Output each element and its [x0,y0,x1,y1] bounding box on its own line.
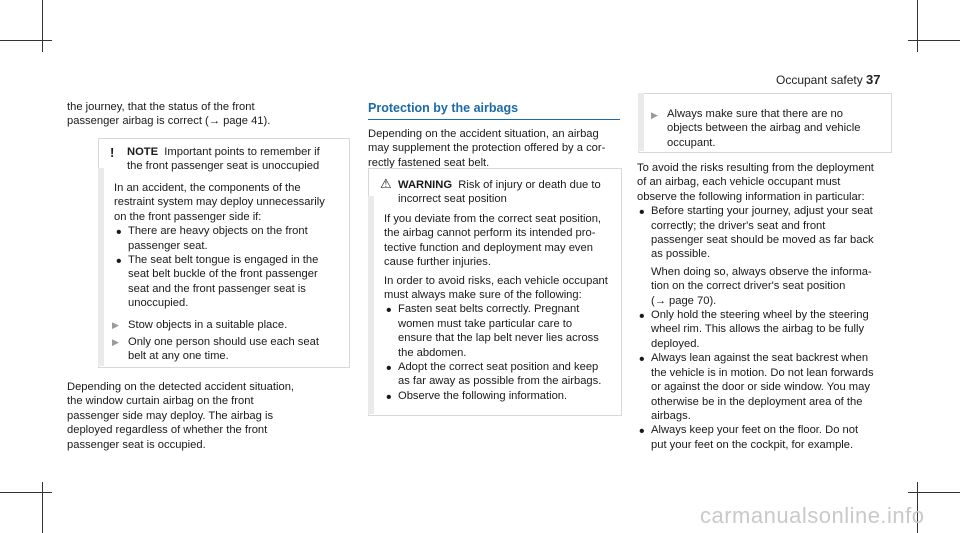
list-item [637,308,902,351]
text-line: • Always lean against the seat backrest when [651,352,869,365]
list-item [384,302,618,360]
text-line: In order to avoid risks, each vehicle occupant [384,274,608,287]
warning-sidebar [368,196,374,414]
text-line: • Before starting your journey, adjust your seat [651,205,873,218]
text-line: on the front passenger side if: [114,210,262,223]
list-item [384,360,618,389]
text-line: passenger seat should be moved as far back [651,234,874,247]
text-line: as far away as possible from the airbags. [398,375,602,388]
play-arrow-icon: ▶ [651,110,658,120]
text-line: Depending on the accident situation, an airbag [368,128,599,140]
text-line: • There are heavy objects on the front [128,225,308,238]
text-line: (→ page 70). [651,294,717,307]
list-item-continuation [637,265,902,308]
crop-mark [917,0,918,52]
text-line: observe the following information in particular: [637,190,865,203]
text-line: as possible. [651,248,711,261]
title-rule [368,119,620,120]
text-line: Always make sure that there are no [667,108,843,120]
text-line: or against the door or side window. You may [651,381,870,394]
text-line: cause further injuries. [384,256,491,269]
text-line: passenger side may deploy. The airbag is [67,409,274,422]
warning-heading [398,178,618,207]
exclamation-icon: ! [110,145,115,160]
col1-after [67,380,352,452]
text-line: • Fasten seat belts correctly. Pregnant [398,303,580,316]
text-line: the front passenger seat is unoccupied [127,160,320,173]
text-line: tective function and deployment may even [384,241,593,254]
note-step [128,335,346,364]
text-line: the window curtain airbag on the front [67,395,254,408]
text-line: When doing so, always observe the informa- [651,265,872,278]
page-number: 37 [866,72,881,87]
text-line: passenger seat. [128,239,208,252]
warning-triangle-icon: ⚠ [380,176,392,191]
note-body [114,181,346,311]
text-line: must always make sure of the following: [384,289,582,302]
text-line: deployed regardless of whether the front [67,424,268,437]
play-arrow-icon: ▶ [112,337,119,347]
text-line: Stow objects in a suitable place. [128,319,288,331]
warning-label: WARNING [398,179,453,191]
crop-mark [908,40,960,41]
watermark-link[interactable]: carmanualsonline.info [700,503,925,528]
col1-intro [67,100,347,129]
text-line: put your feet on the cockpit, for example. [651,438,854,451]
text-line: passenger seat is occupied. [67,438,206,451]
step-sidebar [638,93,644,151]
crop-mark [0,40,52,41]
text-line: unoccupied. [128,297,189,310]
list-item [637,204,902,262]
text-line: • Observe the following information. [398,389,568,402]
list-item [637,423,902,452]
text-line: the vehicle is in motion. Do not lean forwards [651,366,874,379]
text-line: • Only hold the steering wheel by the steering [651,309,869,322]
col2-intro [368,127,623,170]
text-line: ensure that the lap belt never lies across [398,332,599,345]
text-line: tion on the correct driver's seat position [651,280,846,293]
text-line: Depending on the detected accident situation, [67,381,295,393]
note-label: NOTE [127,146,159,158]
crop-mark [42,482,43,533]
note-step [128,318,346,332]
running-header: Occupant safety [776,73,863,87]
text-line: seat belt buckle of the front passenger [128,268,318,281]
text-line: restraint system may deploy unnecessarily [114,196,325,209]
text-line: women must take particular care to [398,317,573,330]
list-item [384,389,618,403]
note-sidebar [98,168,104,366]
text-line: the abdomen. [398,346,467,359]
text-line: the airbag cannot perform its intended pro- [384,227,596,240]
text-line: airbags. [651,409,691,422]
col3-body [637,161,902,452]
text-line: may supplement the protection offered by a cor- [368,142,606,155]
text-line: belt at any one time. [128,350,229,363]
text-line: seat and the front passenger seat is [128,282,306,295]
text-line: correctly; the driver's seat and front [651,219,826,232]
text-line: rectly fastened seat belt. [368,156,490,169]
text-line: • The seat belt tongue is engaged in the [128,254,319,267]
crop-mark [908,492,960,493]
col3-step [667,107,887,150]
text-line: Only one person should use each seat [128,336,319,348]
text-line: objects between the airbag and vehicle [667,122,861,135]
text-line: incorrect seat position [398,193,507,206]
crop-mark [0,492,52,493]
list-item [637,351,902,423]
text-line: Important points to remember if [164,146,320,158]
list-item [114,224,346,253]
warning-body [384,212,618,403]
text-line: • Always keep your feet on the floor. Do not [651,424,859,437]
text-line: occupant. [667,136,716,149]
text-line: the journey, that the status of the front [67,101,255,113]
text-line: • Adopt the correct seat position and keep [398,361,599,374]
play-arrow-icon: ▶ [112,320,119,330]
text-line: of an airbag, each vehicle occupant must [637,176,841,189]
text-line: otherwise be in the deployment area of the [651,395,863,408]
text-line: Risk of injury or death due to [458,179,601,191]
text-line: If you deviate from the correct seat position, [384,213,602,225]
crop-mark [42,0,43,52]
section-title: Protection by the airbags [368,101,519,115]
note-heading [127,145,347,174]
text-line: wheel rim. This allows the airbag to be fully [651,323,865,336]
list-item [114,253,346,311]
text-line: To avoid the risks resulting from the deployment [637,162,874,174]
text-line: passenger airbag is correct (→ page 41). [67,115,271,128]
text-line: deployed. [651,337,700,350]
text-line: In an accident, the components of the [114,182,301,194]
